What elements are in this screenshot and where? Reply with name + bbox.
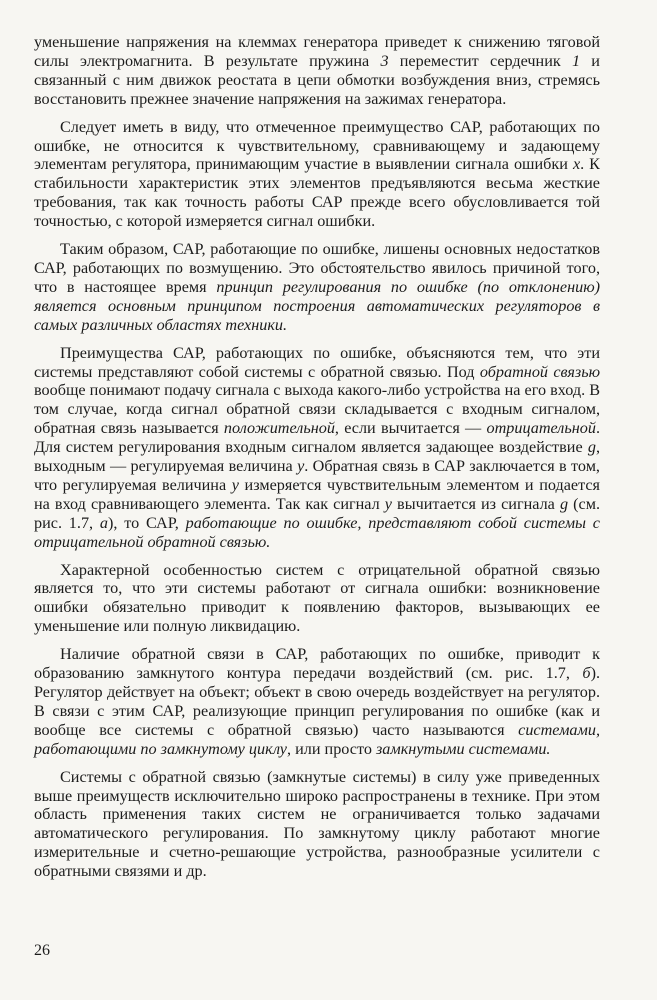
text-run: Характерной особенностью систем с отрицательной обратной связью является то, что эти системы работают от сигнала ошибки: возникновение ошибки обязательно приводит к появлению факторов, вызывающих ее уменьшение или полную ликвидацию. — [34, 560, 600, 636]
paragraph — [34, 33, 600, 109]
text-run: . Обратная связь в САР заключается в том, что регулируемая величина — [34, 457, 600, 494]
text-run: , или просто — [287, 739, 376, 758]
text-run: и связанный с ним движок реостата в цепи обмотки возбуждения вниз, стремясь восстановить прежнее значение напряжения на зажимах генератора. — [34, 51, 600, 108]
italic-text: y — [384, 494, 392, 513]
text-run: Преимущества САР, работающих по ошибке, объясняются тем, что эти системы представляют собой системы с обратной связью. Под — [34, 343, 600, 381]
text-run: , выходным — регулируемая величина — [34, 438, 600, 476]
text-run: ), то САР, — [108, 513, 186, 532]
text-run: Следует иметь в виду, что отмеченное преимущество САР, работающих по ошибке, не относится к чувствительному, сравнивающему и задающему элементам регулятора, принимающим участие в выявлении сигнала ошибки — [34, 117, 600, 174]
text-run: Наличие обратной связи в САР, работающих по ошибке, приводит к образованию замкнутого контура передачи воздействий (см. рис. 1.7, — [34, 645, 600, 683]
paragraph — [34, 768, 600, 881]
text-run: , если вычитается — — [334, 419, 487, 438]
italic-text: y — [231, 475, 239, 494]
italic-text: отрицательной — [486, 419, 596, 438]
italic-text: обратной связью — [479, 362, 600, 381]
italic-text: x — [572, 155, 581, 174]
italic-text: системами, работающими по замкнутому циклу — [34, 720, 600, 758]
text-run: вообще понимают подачу сигнала с выхода какого-либо устройства на его вход. В том случае, когда сигнал обратной связи складывается с входным сигналом, обратная связь называется — [34, 381, 600, 438]
paragraph — [34, 118, 600, 231]
italic-text: 1 — [571, 51, 581, 70]
italic-text: 3 — [380, 51, 389, 70]
body-text — [34, 33, 600, 890]
italic-text: положительной — [223, 419, 335, 438]
paragraph — [34, 645, 600, 758]
text-run: ). Регулятор действует на объект; объект в свою очередь воздействует на регулятор. В связи с этим САР, реализующие принцип регулирования по ошибке (как и вообще все системы с обратной связью) часто называются — [34, 664, 600, 739]
text-run: Системы с обратной связью (замкнутые системы) в силу уже приведенных выше преимуществ исключительно широко распространены в технике. При этом область применения таких систем не ограничивается только задачами автоматического регулирования. По замкнутому циклу работают многие измерительные и счетно-решающие устройства, разнообразные усилители с обратными связями и др. — [34, 767, 600, 881]
italic-text: принцип регулирования по ошибке (по отклонению) является основным принципом построения автоматических регуляторов в самых различных областях техники. — [34, 277, 601, 334]
paragraph — [34, 344, 600, 552]
italic-text: g — [587, 438, 596, 457]
italic-text: б — [582, 664, 591, 683]
text-run: Таким образом, САР, работающие по ошибке, лишены основных недостатков САР, работающих по возмущению. Это обстоятельство явилось причиной того, что в настоящее время — [34, 240, 600, 296]
text-run: измеряется чувствительным элементом и подается на вход сравнивающего элемента. Так как сигнал — [34, 475, 600, 513]
italic-text: работающие по ошибке, представляют собой системы с отрицательной обратной связью. — [34, 513, 600, 551]
page-number: 26 — [34, 942, 50, 959]
italic-text: g — [559, 494, 569, 513]
paragraph — [34, 561, 600, 637]
text-run: уменьшение напряжения на клеммах генератора приведет к снижению тяговой силы электромагнита. В результате пружина — [34, 33, 600, 70]
paragraph — [34, 240, 600, 335]
text-run: . К стабильности характеристик этих элементов предъявляются весьма жесткие требования, так как точность работы САР прежде всего обусловливается той точностью, с которой измеряется сигнал ошибки. — [34, 155, 600, 231]
italic-text: y — [297, 457, 305, 476]
text-run: . Для систем регулирования входным сигналом является задающее воздействие — [34, 419, 600, 457]
italic-text: а — [99, 513, 109, 532]
text-run: (см. рис. 1.7, — [34, 494, 600, 532]
text-run: переместит сердечник — [388, 51, 572, 70]
text-run: вычитается из сигнала — [391, 494, 560, 513]
italic-text: замкнутыми системами. — [375, 739, 551, 758]
